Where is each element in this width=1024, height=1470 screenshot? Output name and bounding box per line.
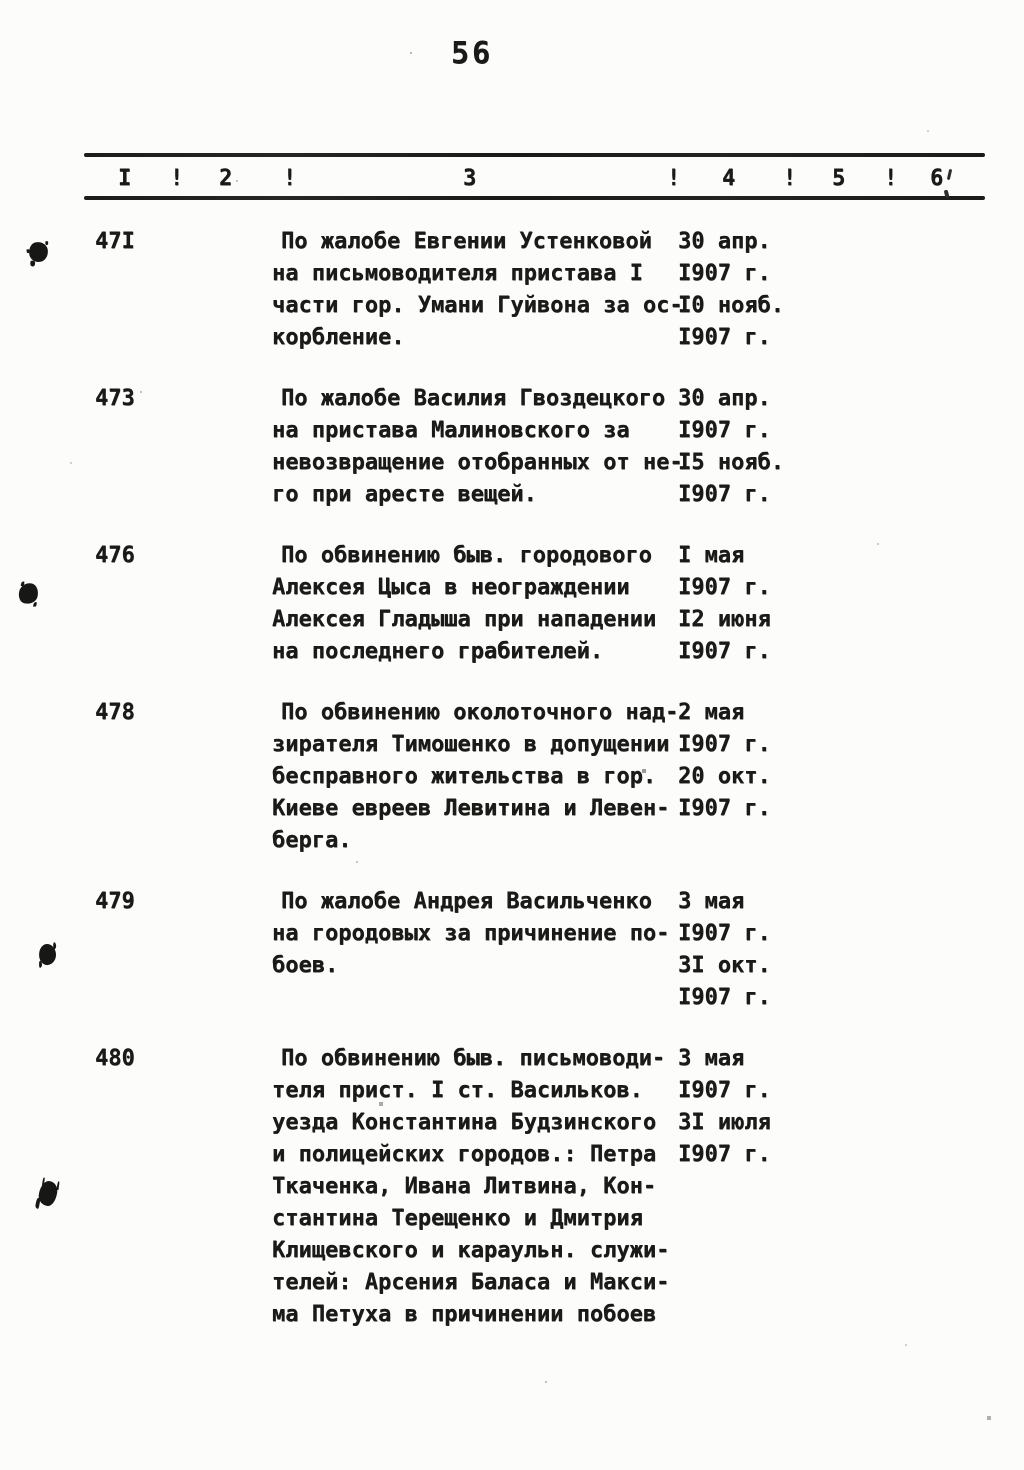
column-header: 5 [832, 166, 846, 191]
page-number: 56 [451, 36, 494, 71]
description-line: зирателя Тимошенко в допущении [272, 732, 670, 757]
entry-dates [678, 697, 1024, 857]
description-line: на последнего грабителей. [272, 639, 604, 664]
entry-description [272, 540, 678, 668]
table-row [0, 226, 1024, 354]
entry-dates [678, 886, 1024, 1014]
column-header: 2 [219, 166, 233, 191]
entry-description [272, 697, 678, 857]
description-line: Алексея Гладыша при нападении [272, 607, 657, 632]
entry-number: 47I [95, 229, 135, 254]
description-line: части гор. Умани Гуйвона за ос- [272, 293, 683, 318]
description-line: невозвращение отобранных от не- [272, 450, 683, 475]
header-rule-top [84, 153, 985, 157]
entry-dates [678, 383, 1024, 511]
date-line: I907 г. [678, 325, 771, 350]
column-header: ! [783, 166, 797, 191]
description-line: Киеве евреев Левитина и Левен- [272, 796, 670, 821]
description-line: По жалобе Евгении Устенковой [281, 229, 652, 254]
date-line: 2 мая [678, 700, 745, 725]
table-row [0, 886, 1024, 1014]
description-line: боев. [272, 953, 339, 978]
date-line: I907 г. [678, 921, 771, 946]
table-row [0, 1043, 1024, 1331]
scan-specks [0, 0, 2, 2]
date-line: I907 г. [678, 639, 771, 664]
date-line: I907 г. [678, 575, 771, 600]
description-line: го при аресте вещей. [272, 482, 537, 507]
entry-description [272, 383, 683, 511]
description-line: на городовых за причинение по- [272, 921, 670, 946]
date-line: I5 нояб. [678, 450, 784, 475]
entry-description [272, 886, 678, 1014]
description-line: Алексея Цыса в неограждении [272, 575, 630, 600]
column-header: ! [170, 166, 184, 191]
entry-number: 476 [95, 543, 135, 568]
description-line: Клищевского и караульн. служи- [272, 1238, 670, 1263]
date-line: I907 г. [678, 1142, 771, 1167]
description-line: По обвинению околоточного над- [281, 700, 679, 725]
entry-description [272, 1043, 678, 1331]
description-line: корбление. [272, 325, 405, 350]
date-line: I907 г. [678, 985, 771, 1010]
date-line: I907 г. [678, 1078, 771, 1103]
entry-description [272, 226, 683, 354]
entry-dates [678, 1043, 1024, 1331]
entry-number: 473 [95, 386, 135, 411]
date-line: I мая [678, 543, 745, 568]
date-line: 30 апр. [678, 386, 771, 411]
date-line: 3I окт. [678, 953, 771, 978]
entry-number: 478 [95, 700, 135, 725]
description-line: По обвинению быв. письмоводи- [281, 1046, 666, 1071]
entry-dates [678, 540, 1024, 668]
header-rule-bottom [84, 196, 985, 200]
description-line: стантина Терещенко и Дмитрия [272, 1206, 643, 1231]
date-line: 20 окт. [678, 764, 771, 789]
column-header: I [118, 166, 132, 191]
header-row [0, 163, 1024, 195]
entry-number: 479 [95, 889, 135, 914]
date-line: I907 г. [678, 418, 771, 443]
column-header: ! [884, 166, 898, 191]
description-line: на пристава Малиновского за [272, 418, 630, 443]
column-header: 4 [722, 166, 736, 191]
entries [0, 226, 1024, 1360]
description-line: ма Петуха в причинении побоев [272, 1302, 657, 1327]
table-row [0, 540, 1024, 668]
description-line: и полицейских городов.: Петра [272, 1142, 657, 1167]
date-line: I907 г. [678, 796, 771, 821]
entry-dates [678, 226, 1024, 354]
date-line: I907 г. [678, 261, 771, 286]
description-line: уезда Константина Будзинского [272, 1110, 657, 1135]
description-line: По обвинению быв. городового [281, 543, 652, 568]
table-row [0, 383, 1024, 511]
column-header: ! [283, 166, 297, 191]
date-line: 3I июля [678, 1110, 771, 1135]
description-line: бесправного жительства в гор. [272, 764, 657, 789]
column-header: 3 [463, 166, 477, 191]
column-header: 6 [930, 166, 944, 191]
date-line: I2 июня [678, 607, 771, 632]
description-line: Ткаченка, Ивана Литвина, Кон- [272, 1174, 657, 1199]
description-line: По жалобе Василия Гвоздецкого [281, 386, 666, 411]
date-line: 3 мая [678, 1046, 745, 1071]
description-line: телей: Арсения Баласа и Макси- [272, 1270, 670, 1295]
date-line: 30 апр. [678, 229, 771, 254]
description-line: По жалобе Андрея Васильченко [281, 889, 652, 914]
description-line: на письмоводителя пристава I [272, 261, 643, 286]
table-row [0, 697, 1024, 857]
date-line: I0 нояб. [678, 293, 784, 318]
date-line: 3 мая [678, 889, 745, 914]
description-line: теля прист. I ст. Васильков. [272, 1078, 643, 1103]
column-header: ! [667, 166, 681, 191]
description-line: берга. [272, 828, 352, 853]
date-line: I907 г. [678, 482, 771, 507]
entry-number: 480 [95, 1046, 135, 1071]
date-line: I907 г. [678, 732, 771, 757]
